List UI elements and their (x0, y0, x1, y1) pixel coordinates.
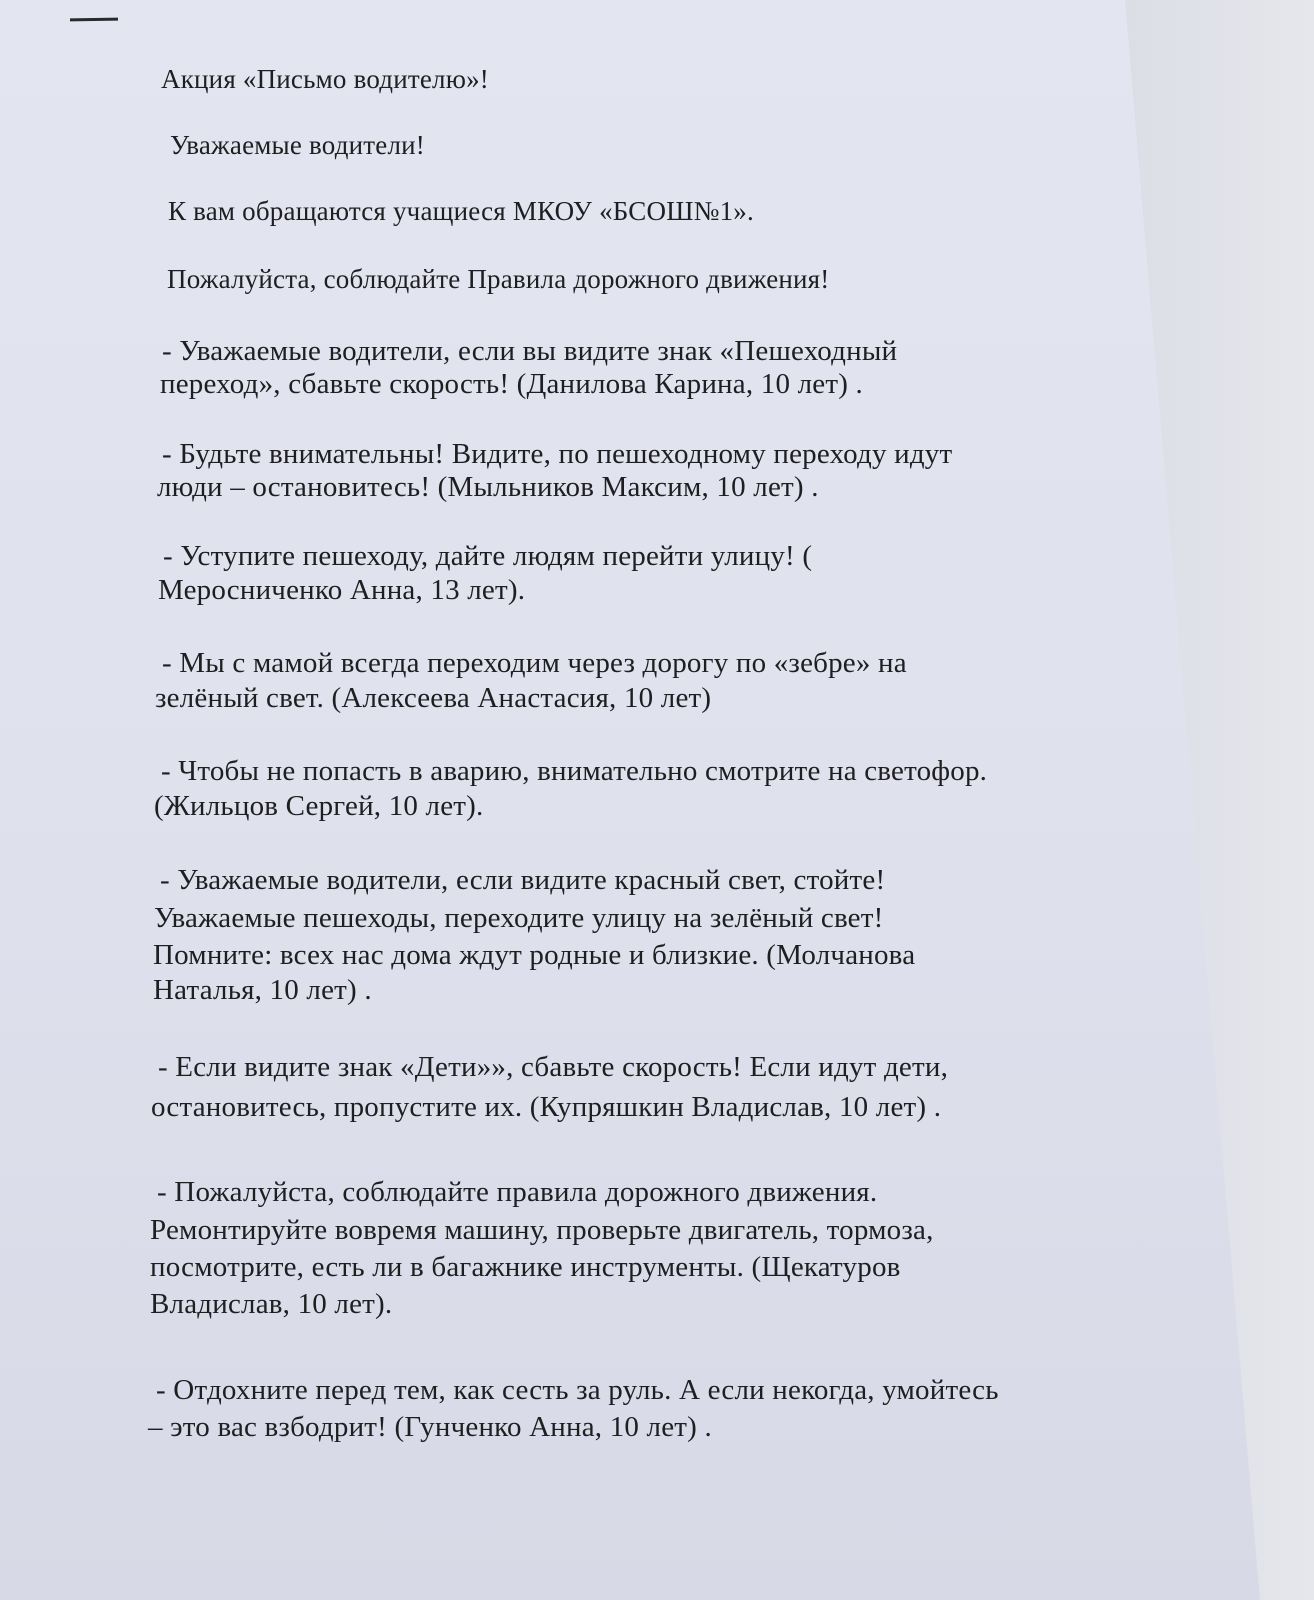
message-line: - Чтобы не попасть в аварию, внимательно смотрите на светофор. (161, 755, 988, 787)
message-line: – это вас взбодрит! (Гунченко Анна, 10 лет) . (148, 1411, 712, 1443)
message-line: - Будьте внимательны! Видите, по пешеходному переходу идут (162, 438, 953, 470)
message-line: остановитесь, пропустите их. (Купряшкин Владислав, 10 лет) . (151, 1091, 942, 1123)
message-line: посмотрите, есть ли в багажнике инструменты. (Щекатуров (150, 1251, 901, 1283)
message-line: Уважаемые пешеходы, переходите улицу на зелёный свет! (154, 902, 884, 934)
message-line: - Уступите пешеходу, дайте людям перейти улицу! ( (163, 540, 813, 572)
greeting: Уважаемые водители! (170, 130, 426, 160)
message-line: - Уважаемые водители, если вы видите знак «Пешеходный (162, 335, 898, 367)
message-line: Наталья, 10 лет) . (153, 974, 372, 1006)
message-line: Меросниченко Анна, 13 лет). (158, 574, 526, 606)
message-line: - Если видите знак «Дети»», сбавьте скорость! Если идут дети, (158, 1051, 949, 1083)
message-line: зелёный свет. (Алексеева Анастасия, 10 лет) (155, 682, 712, 714)
message-line: Помните: всех нас дома ждут родные и близкие. (Молчанова (153, 939, 916, 971)
message-line: Ремонтируйте вовремя машину, проверьте двигатель, тормоза, (150, 1214, 934, 1246)
message-line: (Жильцов Сергей, 10 лет). (154, 790, 484, 822)
intro: К вам обращаются учащиеся МКОУ «БСОШ№1». (168, 196, 754, 226)
message-line: переход», сбавьте скорость! (Данилова Карина, 10 лет) . (160, 368, 863, 400)
message-line: - Мы с мамой всегда переходим через дорогу по «зебре» на (162, 647, 907, 679)
message-line: Владислав, 10 лет). (150, 1288, 393, 1320)
document-title: Акция «Письмо водителю»! (161, 64, 489, 94)
message-line: - Отдохните перед тем, как сесть за руль. А если некогда, умойтесь (156, 1374, 999, 1406)
appeal: Пожалуйста, соблюдайте Правила дорожного движения! (167, 264, 830, 294)
message-line: люди – остановитесь! (Мыльников Максим, 10 лет) . (157, 471, 819, 503)
message-line: - Пожалуйста, соблюдайте правила дорожного движения. (157, 1176, 878, 1208)
message-line: - Уважаемые водители, если видите красный свет, стойте! (160, 864, 886, 896)
